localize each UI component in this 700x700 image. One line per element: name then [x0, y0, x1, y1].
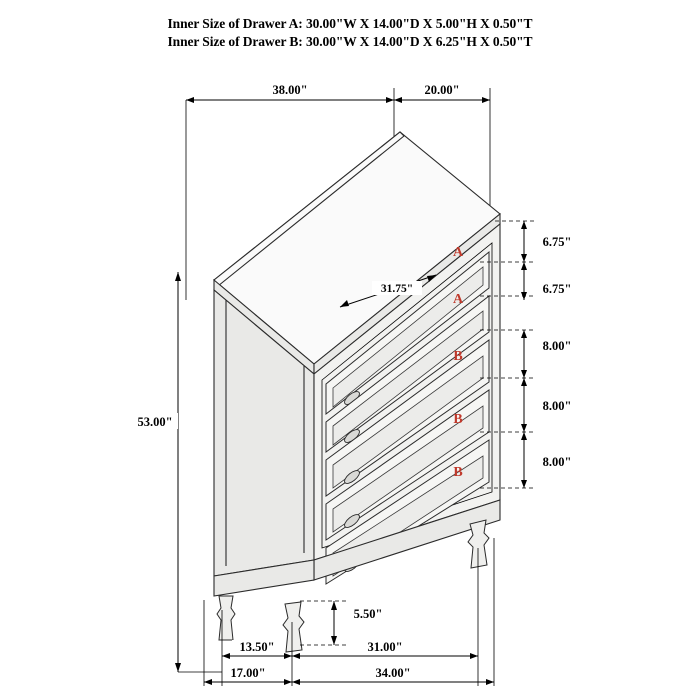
arrow-leg-bottom [331, 636, 337, 645]
drawer-a-inner-size-text: Inner Size of Drawer A: 30.00"W X 14.00"D X 5.00"H X 0.50"T [167, 16, 533, 31]
dim-overall-height-text: 53.00" [137, 415, 173, 429]
arrow-right-top-depth [482, 97, 490, 103]
dim-h1 [521, 221, 571, 262]
dim-h4 [521, 378, 571, 432]
drawer-label-1: A [452, 245, 464, 260]
arrow-foot-depth-right [284, 679, 292, 685]
arrow-foot-width-left [292, 679, 300, 685]
arrow-base-depth-left [222, 653, 230, 659]
drawer-b-inner-size-text: Inner Size of Drawer B: 30.00"W X 14.00"D X 6.25"H X 0.50"T [167, 34, 533, 49]
arrow-h3-bot [521, 370, 527, 378]
arrow-h5-top [521, 432, 527, 440]
dim-foot-depth-text: 17.00" [230, 666, 266, 680]
arrow-left-top-width [186, 97, 194, 103]
dim-base-width-text: 31.00" [367, 640, 403, 654]
drawer-label-4: B [453, 412, 463, 427]
arrow-foot-width-right [486, 679, 494, 685]
drawer-label-3: B [453, 349, 463, 364]
dim-top-depth-text: 20.00" [424, 83, 460, 97]
drawer-label-2: A [452, 292, 464, 307]
arrow-height-top [175, 272, 181, 281]
dim-leg-height-text: 5.50" [353, 607, 383, 621]
arrow-h1-top [521, 221, 527, 229]
leg-height-group [300, 601, 382, 645]
dim-h5 [521, 432, 571, 488]
arrow-h4-bot [521, 424, 527, 432]
arrow-base-width-right [470, 653, 478, 659]
arrow-right-top-width [386, 97, 394, 103]
leg-front-left [283, 602, 304, 652]
dim-drawer-height-3-text: 8.00" [542, 339, 572, 353]
dim-base-depth-text: 13.50" [239, 640, 275, 654]
arrow-base-width-left [292, 653, 300, 659]
arrow-h4-top [521, 378, 527, 386]
dim-drawer-height-5-text: 8.00" [542, 455, 572, 469]
arrow-h2-top [521, 262, 527, 270]
arrow-h2-bot [521, 292, 527, 300]
overall-height-group [130, 272, 222, 672]
arrow-height-bottom [175, 663, 181, 672]
arrow-base-depth-right [284, 653, 292, 659]
arrow-left-top-depth [394, 97, 402, 103]
dim-h3 [521, 330, 571, 378]
chest-body [214, 132, 500, 652]
dim-drawer-height-2-text: 6.75" [542, 282, 572, 296]
dim-h2 [521, 262, 571, 300]
leg-back-left [217, 596, 235, 640]
dim-foot-width-text: 34.00" [375, 666, 411, 680]
arrow-h1-bot [521, 254, 527, 262]
dim-drawer-front-width-text: 31.75" [380, 283, 414, 295]
arrow-foot-depth-left [204, 679, 212, 685]
leg-front-right [468, 520, 489, 568]
dim-drawer-height-4-text: 8.00" [542, 399, 572, 413]
arrow-h5-bot [521, 480, 527, 488]
dim-top-width-text: 38.00" [272, 83, 308, 97]
arrow-leg-top [331, 601, 337, 610]
dim-drawer-height-1-text: 6.75" [542, 235, 572, 249]
drawer-label-5: B [453, 465, 463, 480]
arrow-h3-top [521, 330, 527, 338]
